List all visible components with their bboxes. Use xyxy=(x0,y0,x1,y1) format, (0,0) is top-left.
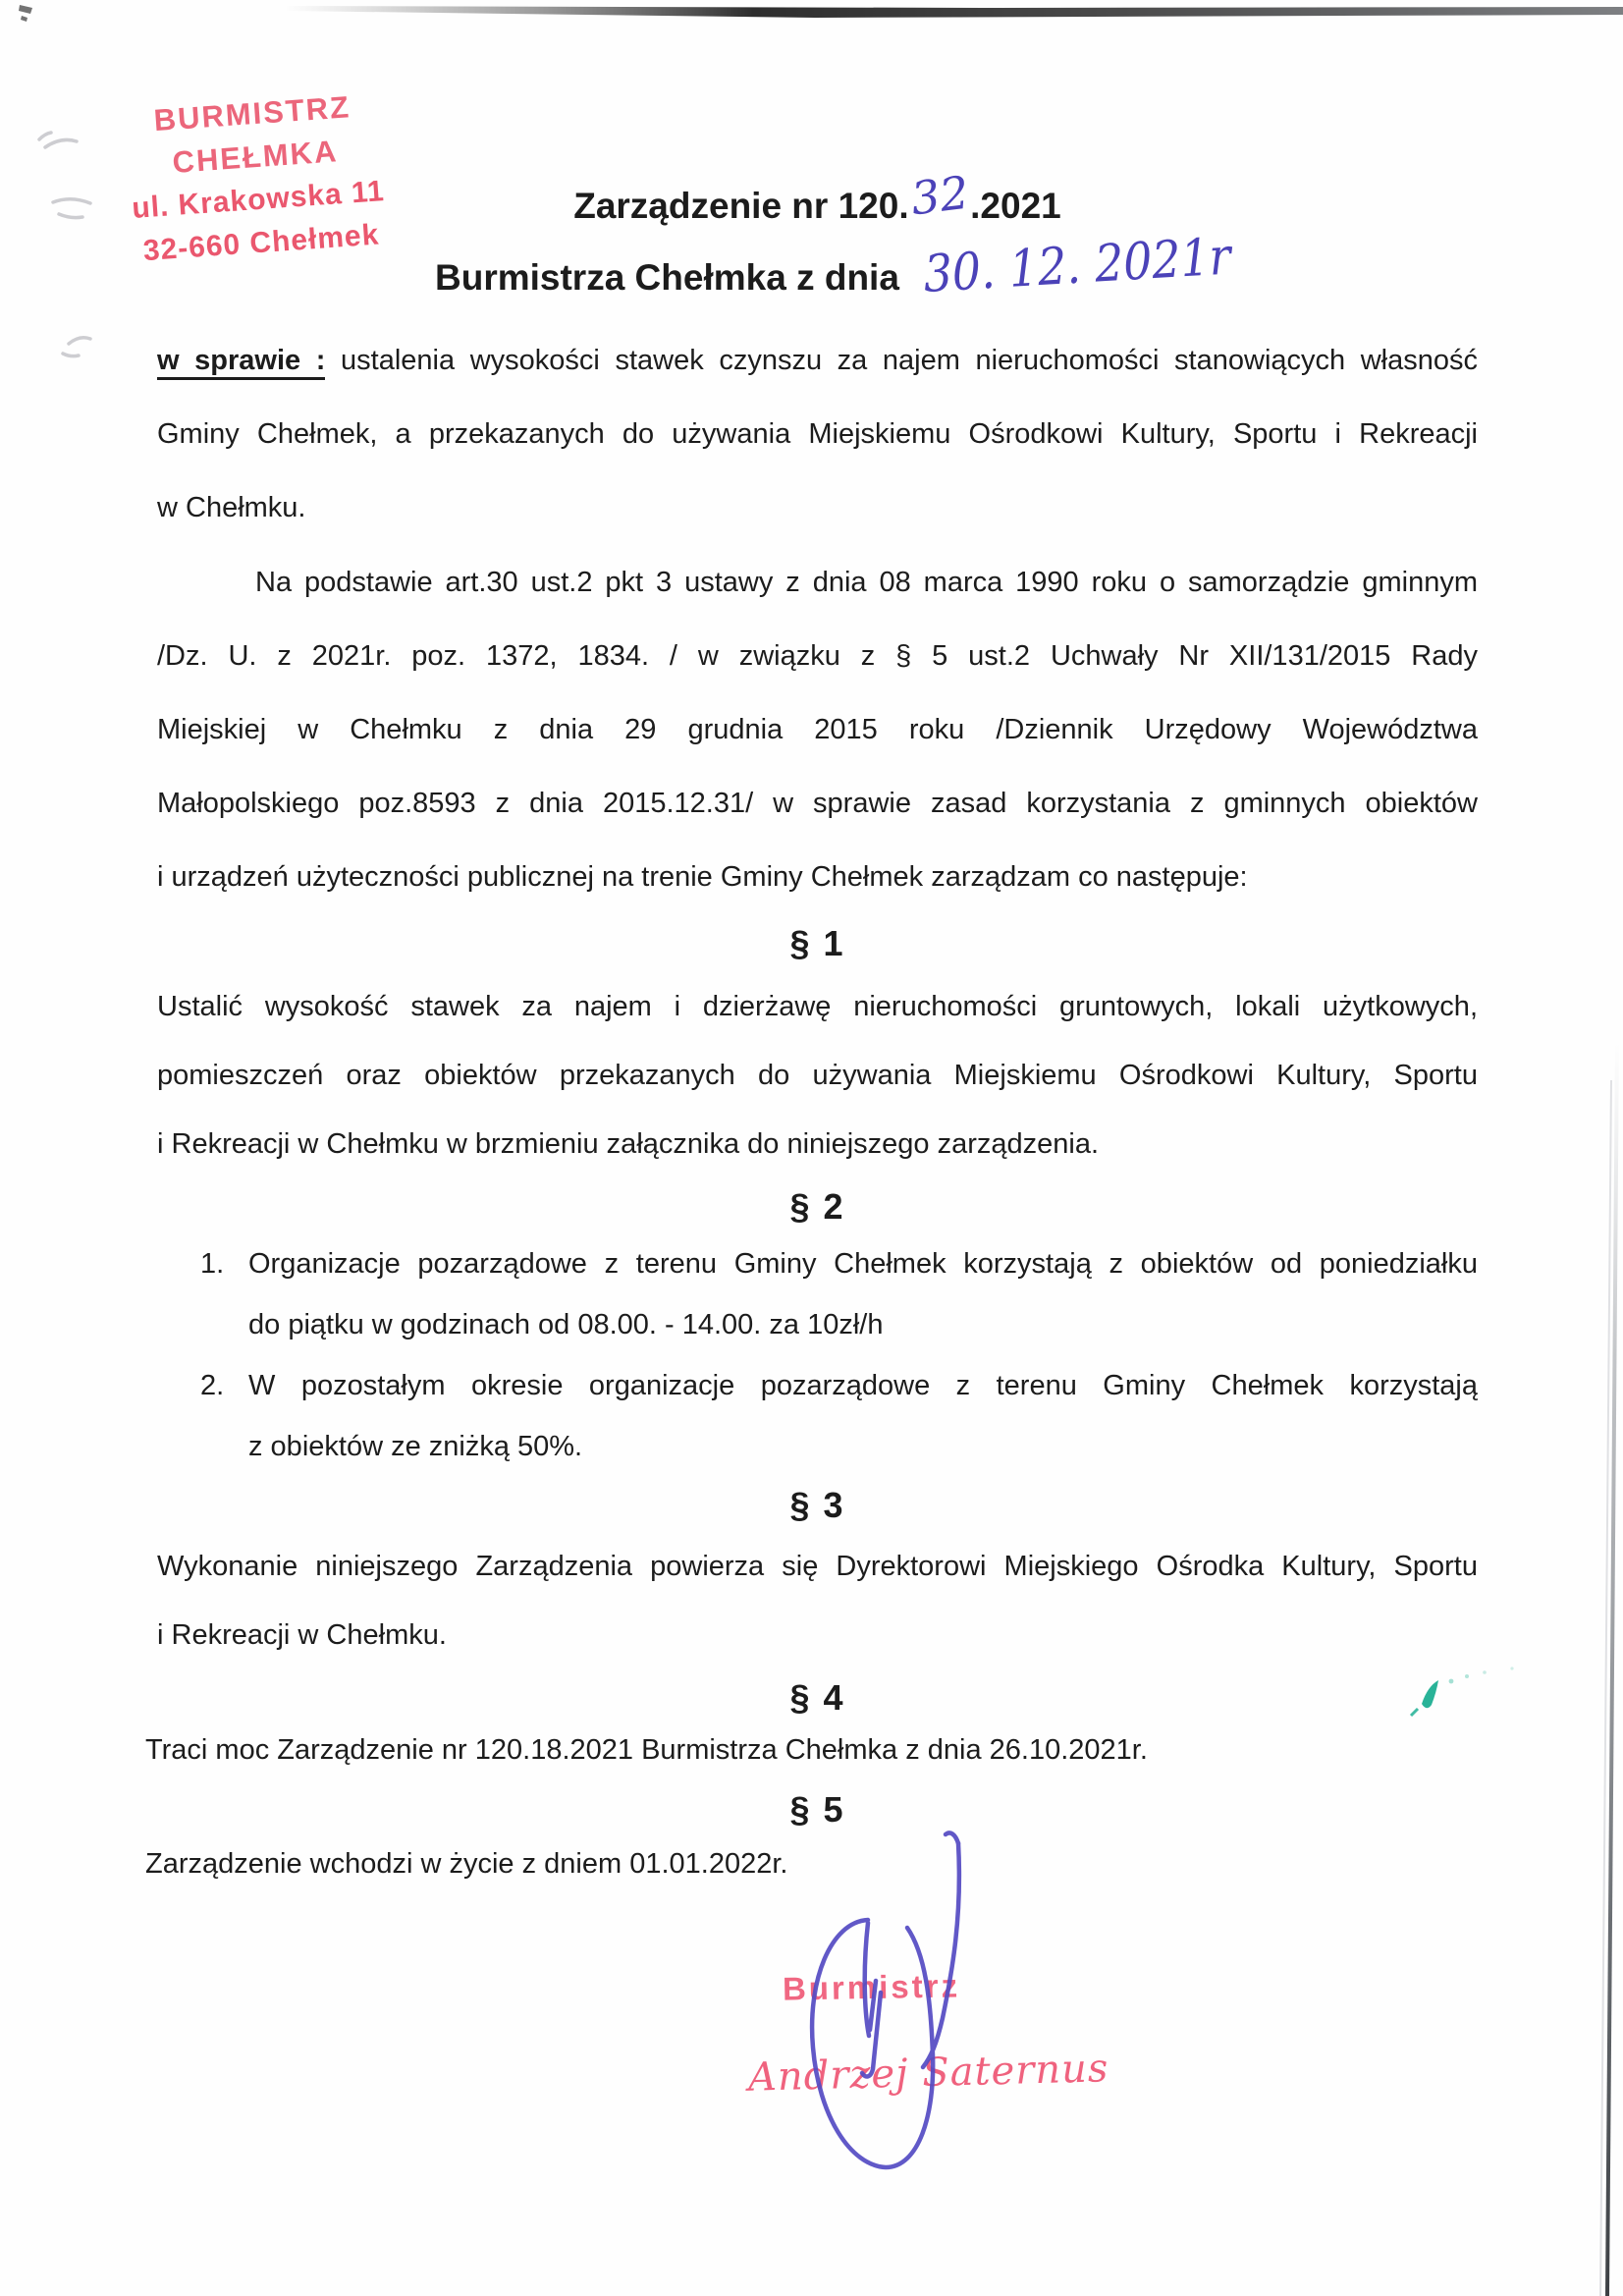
legal-basis-line-4: Małopolskiego poz.8593 z dnia 2015.12.31/ w sprawie zasad korzystania z gminnych obiektów xyxy=(157,788,1478,819)
section-5-heading: § 5 xyxy=(789,1789,845,1830)
section-4-paragraph xyxy=(145,1724,1466,1776)
section-3-paragraph xyxy=(157,1532,1478,1669)
list-item-2-line-1 xyxy=(157,1355,1478,1416)
section-1-line-2: pomieszczeń oraz obiektów przekazanych do używania Miejskiemu Ośrodkowi Kultury, Sportu xyxy=(157,1060,1478,1091)
list-item-2-number: 2. xyxy=(200,1370,225,1401)
legal-basis-line-1: Na podstawie art.30 ust.2 pkt 3 ustawy z dnia 08 marca 1990 roku o samorządzie gminnym xyxy=(255,567,1478,598)
section-5-paragraph xyxy=(145,1838,1466,1889)
legal-basis-paragraph xyxy=(157,546,1478,914)
section-3-line-1: Wykonanie niniejszego Zarządzenia powierza się Dyrektorowi Miejskiego Ośrodka Kultury, Sportu xyxy=(157,1551,1478,1582)
section-3-line-2: i Rekreacji w Chełmku. xyxy=(157,1619,447,1651)
section-3-heading: § 3 xyxy=(789,1485,845,1525)
handwritten-date: 30. 12. 2021r xyxy=(922,227,1232,304)
subject-lead-label: w sprawie : xyxy=(157,345,325,380)
scan-artifact-right-edge xyxy=(1607,1041,1617,2296)
list-item-1-number: 1. xyxy=(200,1248,225,1280)
subject-line-1-text: ustalenia wysokości stawek czynszu za najem nieruchomości stanowiących własność xyxy=(341,345,1479,376)
title-number-prefix: Zarządzenie nr 120. xyxy=(573,186,909,226)
legal-basis-line-2: /Dz. U. z 2021r. poz. 1372, 1834. / w związku z § 5 ust.2 Uchwały Nr XII/131/2015 Rady xyxy=(157,640,1478,672)
subject-line-3: w Chełmku. xyxy=(157,492,306,523)
scan-artifact-top-bar xyxy=(285,6,1623,18)
list-item-2-text: W pozostałym okresie organizacje pozarządowe z terenu Gminy Chełmek korzystają xyxy=(248,1370,1478,1401)
sender-stamp-office: BURMISTRZ CHEŁMKA xyxy=(152,89,352,180)
section-1-paragraph xyxy=(157,972,1478,1178)
subject-line-2: Gminy Chełmek, a przekazanych do używania Miejskiemu Ośrodkowi Kultury, Sportu i Rekreacji xyxy=(157,418,1478,450)
title-number-suffix: .2021 xyxy=(970,186,1061,226)
list-item-1-line-2: do piątku w godzinach od 08.00. - 14.00. za 10zł/h xyxy=(248,1309,884,1340)
subject-line-1 xyxy=(157,324,1478,398)
section-5-line-1: Zarządzenie wchodzi w życie z dniem 01.01.2022r. xyxy=(145,1848,788,1880)
section-2-list xyxy=(157,1233,1478,1477)
section-2-heading: § 2 xyxy=(789,1186,845,1227)
scan-artifact-right-edge-light xyxy=(1600,1080,1611,2296)
subject-paragraph xyxy=(157,324,1478,545)
list-item-1-line-1 xyxy=(157,1233,1478,1294)
pencil-marks xyxy=(39,133,90,356)
document-title-line1 xyxy=(157,165,1478,232)
signature-name-stamp: Andrzej Saternus xyxy=(747,2046,1109,2101)
document-title-line2 xyxy=(435,227,1274,305)
section-1-heading: § 1 xyxy=(789,923,845,963)
title-issuer-text: Burmistrza Chełmka z dnia xyxy=(435,257,899,298)
section-1-line-1: Ustalić wysokość stawek za najem i dzierżawę nieruchomości gruntowych, lokali użytkowych, xyxy=(157,991,1478,1022)
sender-stamp-street: ul. Krakowska 11 xyxy=(131,175,386,225)
legal-basis-line-5: i urządzeń użyteczności publicznej na trenie Gminy Chełmek zarządzam co następuje: xyxy=(157,861,1248,893)
section-4-line-1: Traci moc Zarządzenie nr 120.18.2021 Burmistrza Chełmka z dnia 26.10.2021r. xyxy=(145,1734,1148,1766)
sender-stamp-city: 32-660 Chełmek xyxy=(141,218,381,268)
section-4-heading: § 4 xyxy=(789,1677,845,1718)
list-item-1-text: Organizacje pozarządowe z terenu Gminy Chełmek korzystają z obiektów od poniedziałku xyxy=(248,1248,1478,1280)
handwritten-ordinance-number: 32 xyxy=(907,165,972,226)
scan-artifact-corner-mark xyxy=(19,5,32,22)
signature-title-stamp: Burmistrz xyxy=(782,1967,961,2007)
section-1-line-3: i Rekreacji w Chełmku w brzmieniu załącznika do niniejszego zarządzenia. xyxy=(157,1128,1100,1160)
legal-basis-line-3: Miejskiej w Chełmku z dnia 29 grudnia 2015 roku /Dziennik Urzędowy Województwa xyxy=(157,714,1478,745)
list-item-2-line-2: z obiektów ze zniżką 50%. xyxy=(248,1431,583,1462)
